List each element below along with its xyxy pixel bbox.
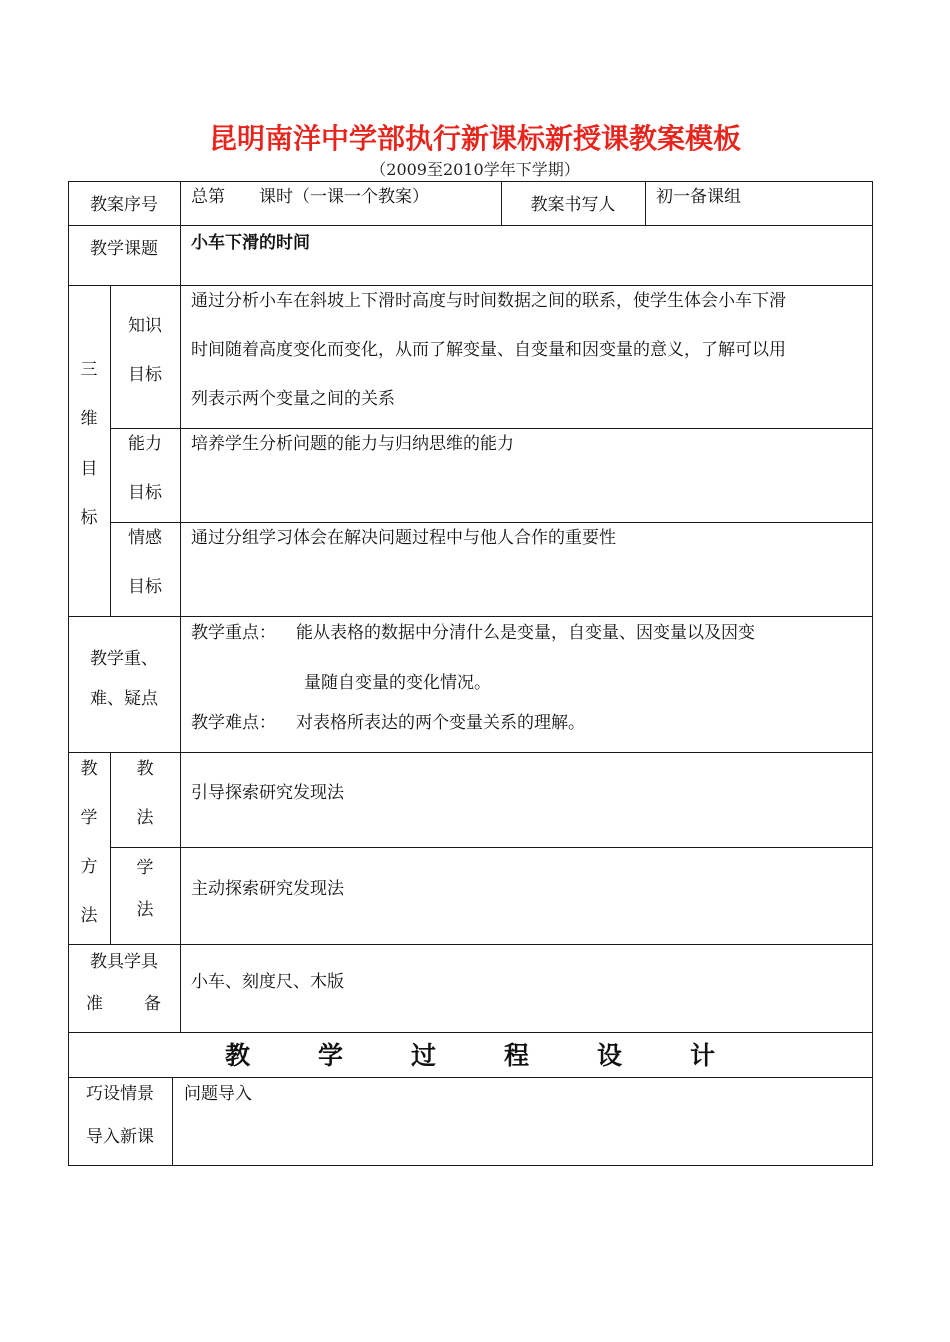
topic-value: 小车下滑的时间 — [191, 233, 310, 253]
focus-text: 能从表格的数据中分清什么是变量，自变量、因变量以及因变 — [296, 623, 755, 643]
emotion-label: 情感 — [128, 528, 162, 548]
learn-method-label: 学 — [136, 858, 154, 878]
process-heading-char: 设 — [597, 1041, 623, 1070]
learn-method-label: 法 — [136, 900, 154, 920]
table-line — [110, 847, 873, 848]
knowledge-text-line: 时间随着高度变化而变化，从而了解变量、自变量和因变量的意义，了解可以用 — [191, 340, 786, 360]
knowledge-label: 目标 — [128, 365, 162, 385]
objectives-group-char: 维 — [80, 409, 98, 429]
methods-group-char: 学 — [80, 808, 98, 828]
difficulty-text: 对表格所表达的两个变量关系的理解。 — [296, 713, 585, 733]
table-line — [645, 181, 646, 226]
table-line — [68, 1032, 873, 1033]
focus-text: 量随自变量的变化情况。 — [304, 673, 491, 693]
document-title: 昆明南洋中学部执行新课标新授课教案模板 — [208, 122, 741, 155]
learn-method-value: 主动探索研究发现法 — [191, 879, 344, 899]
writer-value: 初一备课组 — [656, 187, 741, 207]
objectives-group-char: 目 — [80, 459, 98, 479]
knowledge-text-line: 列表示两个变量之间的关系 — [191, 389, 395, 409]
methods-group-char: 教 — [80, 759, 98, 779]
table-line — [180, 181, 181, 1033]
process-heading-char: 计 — [690, 1041, 716, 1070]
emotion-label: 目标 — [128, 577, 162, 597]
table-line — [68, 1077, 873, 1078]
process-heading-char: 学 — [317, 1041, 343, 1070]
table-line — [68, 181, 69, 1166]
table-line — [110, 522, 873, 523]
table-line — [172, 1077, 173, 1166]
table-line — [68, 616, 873, 617]
tools-label: 备 — [144, 994, 161, 1014]
emotion-text: 通过分组学习体会在解决问题过程中与他人合作的重要性 — [191, 528, 616, 548]
lesson-number-value: 总第 课时（一课一个教案） — [191, 187, 429, 207]
teach-method-value: 引导探索研究发现法 — [191, 783, 344, 803]
table-line — [68, 181, 873, 182]
objectives-group-char: 标 — [80, 508, 98, 528]
focus-label: 教学重点： — [191, 623, 276, 643]
tools-label: 准 — [86, 994, 103, 1014]
ability-label: 目标 — [128, 483, 162, 503]
process-heading-char: 程 — [504, 1041, 530, 1070]
table-line — [68, 285, 873, 286]
process-heading-char: 教 — [224, 1041, 250, 1070]
intro-value: 问题导入 — [184, 1084, 252, 1104]
label-topic: 教学课题 — [90, 239, 158, 259]
document-subtitle: （2009至2010学年下学期） — [370, 160, 580, 179]
table-line — [68, 1165, 873, 1166]
key-points-label: 难、疑点 — [90, 689, 158, 709]
teach-method-label: 教 — [136, 759, 154, 779]
label-lesson-number: 教案序号 — [90, 195, 158, 215]
methods-group-char: 法 — [80, 906, 98, 926]
teach-method-label: 法 — [136, 808, 154, 828]
difficulty-label: 教学难点： — [191, 713, 276, 733]
knowledge-text-line: 通过分析小车在斜坡上下滑时高度与时间数据之间的联系，使学生体会小车下滑 — [191, 291, 786, 311]
table-line — [110, 428, 873, 429]
intro-label: 巧设情景 — [86, 1084, 154, 1104]
knowledge-label: 知识 — [128, 316, 162, 336]
label-writer: 教案书写人 — [530, 195, 616, 215]
ability-text: 培养学生分析问题的能力与归纳思维的能力 — [191, 434, 514, 454]
tools-label: 教具学具 — [90, 952, 158, 972]
tools-value: 小车、刻度尺、木版 — [191, 972, 344, 992]
intro-label: 导入新课 — [86, 1127, 154, 1147]
process-heading — [68, 1036, 872, 1072]
table-line — [68, 752, 873, 753]
table-line — [872, 181, 873, 1166]
ability-label: 能力 — [128, 434, 162, 454]
process-heading-char: 过 — [410, 1041, 436, 1070]
key-points-label: 教学重、 — [90, 649, 158, 669]
objectives-group-char: 三 — [80, 360, 98, 380]
table-line — [68, 944, 873, 945]
methods-group-char: 方 — [80, 857, 98, 877]
table-line — [68, 225, 873, 226]
